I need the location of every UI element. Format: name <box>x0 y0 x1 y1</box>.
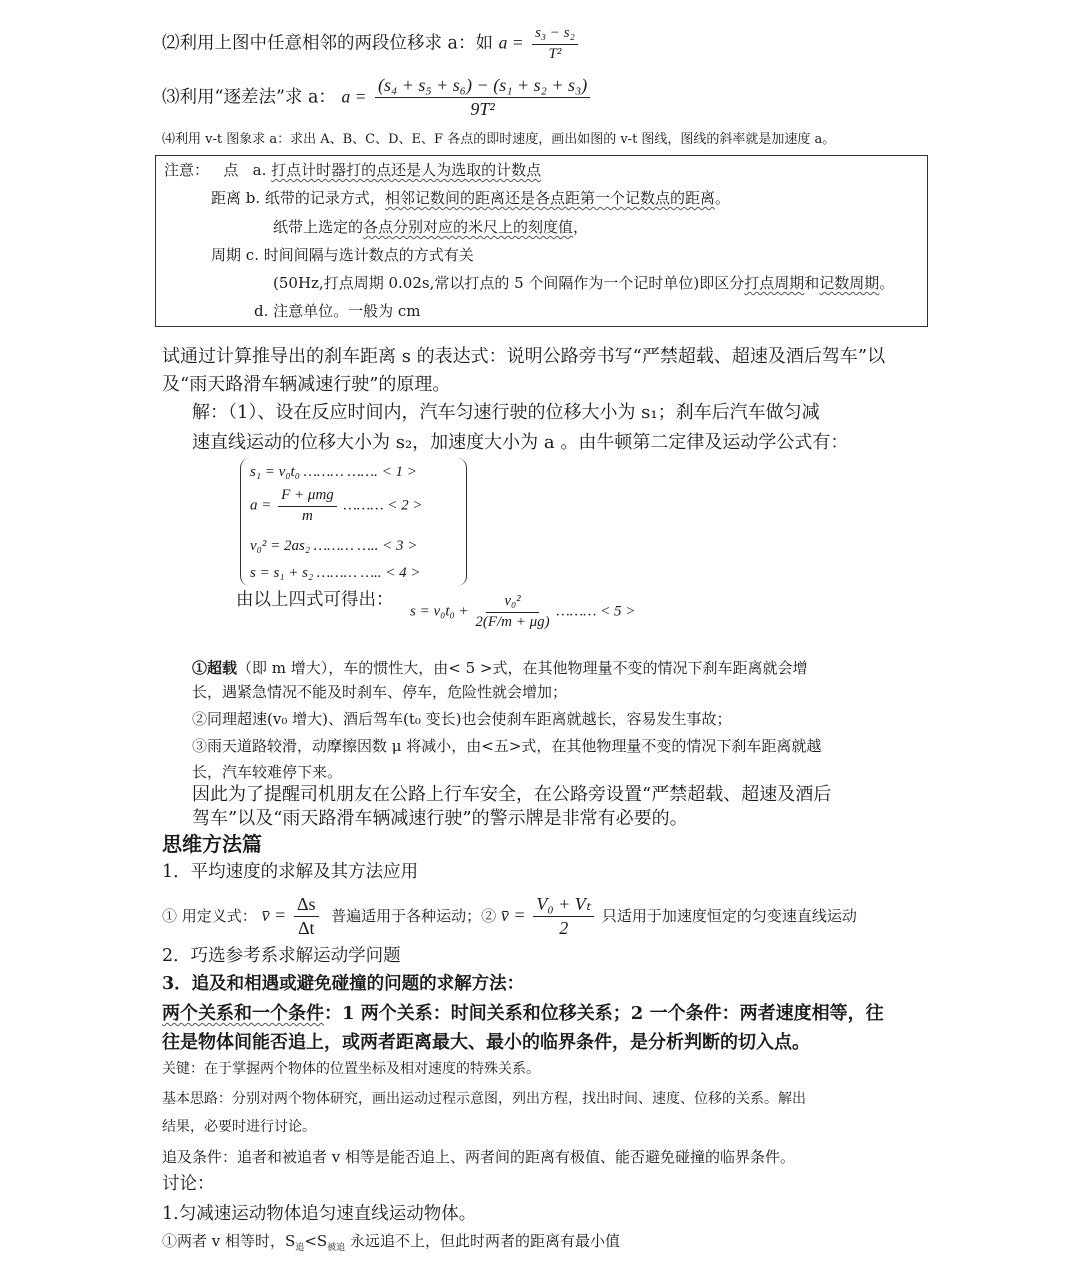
denominator: 2 <box>559 918 569 939</box>
formula-lhs: a = <box>341 86 367 107</box>
note-a-label: a. <box>252 161 272 179</box>
problem-line-1: 试通过计算推导出的刹车距离 s 的表达式：说明公路旁书写“严禁超载、超速及酒后驾车”以 <box>162 346 886 367</box>
point-2: ②同理超速(v₀ 增大)、酒后驾车(t₀ 变长)也会使刹车距离就越长，容易发生事故； <box>192 710 732 728</box>
average-velocity-formulas <box>162 893 857 941</box>
numerator: V₀ + Vₜ <box>533 893 594 917</box>
method-4: ⑷利用 v-t 图象求 a：求出 A、B、C、D、E、F 各点的即时速度，画出如图的 v-t 图线，图线的斜率就是加速度 a。 <box>162 132 836 147</box>
conclusion-1: 因此为了提醒司机朋友在公路上行车安全，在公路旁设置“严禁超载、超速及酒后 <box>192 784 832 805</box>
numerator: v₀² <box>486 592 538 613</box>
eq2-lhs: a = <box>250 497 272 514</box>
note-c2-and: 和 <box>804 274 820 292</box>
note-box <box>155 155 928 327</box>
denominator: 2(F/m + μg) <box>475 613 550 630</box>
equation-3: v₀² = 2as₂ ……… ….. < 3 > <box>250 538 418 554</box>
note-c: c. 时间间隔与选计数点的方式有关 <box>245 246 474 264</box>
note-title: 注意： <box>164 161 210 179</box>
note-b2-end: ， <box>573 218 589 236</box>
f1-lhs: v̄ = <box>261 904 287 925</box>
relations-line-2: 往是物体间能否追上，或两者距离最大、最小的临界条件，是分析判断的切入点。 <box>162 1032 810 1053</box>
conclusion-2: 驾车”以及“雨天路滑车辆减速行驶”的警示牌是非常有必要的。 <box>192 808 688 829</box>
discussion-1a <box>162 1232 620 1254</box>
numerator: s₃ − s₂ <box>532 24 578 45</box>
note-c2-end: 。 <box>879 274 895 292</box>
relations-line-1 <box>162 1003 884 1025</box>
point-1-bold: ①超载 <box>192 659 238 677</box>
relations-underlined: 两个关系和一个条件 <box>162 1003 324 1024</box>
note-key-distance: 距离 <box>211 189 242 207</box>
note-key-period: 周期 <box>211 246 242 264</box>
equation-1: s₁ = v₀t₀ ……… ……. < 1 > <box>250 464 417 480</box>
note-c2: (50Hz,打点周期 0.02s,常以打点的 5 个间隔作为一个记时单位)即区分 <box>273 274 745 292</box>
problem-line-2: 及“雨天路滑车辆减速行驶”的原理。 <box>162 374 451 395</box>
f2-fraction <box>533 893 594 941</box>
note-b2-pre: 纸带上选定的 <box>273 218 364 236</box>
numerator: Δs <box>294 893 319 917</box>
denominator: T² <box>548 45 562 62</box>
formula-fraction <box>375 74 590 122</box>
point-1a <box>192 659 808 677</box>
f1-pre: ① 用定义式： <box>162 906 257 925</box>
f1-fraction <box>294 893 319 941</box>
key-point: 关键：在于掌握两个物体的位置坐标及相对速度的特殊关系。 <box>162 1061 540 1077</box>
solution-line-2: 速直线运动的位移大小为 s₂，加速度大小为 a 。由牛顿第二定律及运动学公式有： <box>192 432 849 453</box>
eq5-fraction <box>475 592 549 632</box>
eq5-lhs: s = v₀t₀ + <box>410 603 469 620</box>
note-c2-u1: 打点周期 <box>744 274 805 292</box>
basic-idea-2: 结果，必要时进行讨论。 <box>162 1119 316 1135</box>
method-3-label: ⑶利用“逐差法”求 a： <box>162 87 336 108</box>
basic-idea-1: 基本思路：分别对两个物体研究，画出运动过程示意图，列出方程，找出时间、速度、位移的关系。解出 <box>162 1091 806 1107</box>
note-c2-u2: 记数周期 <box>819 274 880 292</box>
eq2-fraction <box>278 486 337 526</box>
discussion-1: 1.匀减速运动物体追匀速直线运动物体。 <box>162 1204 477 1224</box>
method-item-3: 3．追及和相遇或避免碰撞的问题的求解方法： <box>162 974 525 994</box>
formula-lhs: a = <box>498 32 524 53</box>
note-key-point: 点 <box>223 161 239 179</box>
d1a-mid: <S <box>304 1232 328 1250</box>
equation-4: s = s₁ + s₂ ……… ….. < 4 > <box>250 565 421 581</box>
numerator: (s₄ + s₅ + s₆) − (s₁ + s₂ + s₃) <box>375 74 590 98</box>
discussion-label: 讨论： <box>162 1174 215 1194</box>
equation-5 <box>410 592 635 632</box>
method-3 <box>162 74 593 122</box>
chase-condition: 追及条件：追者和被追者 v 相等是能否追上、两者间的距离有极值、能否避免碰撞的临界条件。 <box>162 1148 796 1166</box>
method-item-1: 1．平均速度的求解及其方法应用 <box>162 862 419 882</box>
method-item-2: 2．巧选参考系求解运动学问题 <box>162 946 401 966</box>
f2-lhs: v̄ = <box>500 904 526 925</box>
point-1b: 长，遇紧急情况不能及时刹车、停车，危险性就会增加； <box>192 683 568 701</box>
eq5-tail: ……… < 5 > <box>556 603 636 620</box>
note-a-text: 打点计时器打的点还是人为选取的计数点 <box>271 161 542 179</box>
equation-2 <box>250 486 423 526</box>
method-2-label: ⑵利用上图中任意相邻的两段位移求 a：如 <box>162 33 493 54</box>
section-heading: 思维方法篇 <box>162 832 262 856</box>
point-1-text: （即 m 增大），车的惯性大，由< 5 >式，在其他物理量不变的情况下刹车距离就会增 <box>237 659 808 677</box>
f2-post: 只适用于加速度恒定的匀变速直线运动 <box>601 906 857 925</box>
point-3b: 长，汽车较难停下来。 <box>192 763 343 781</box>
eq2-tail: ……… < 2 > <box>343 497 423 514</box>
formula-fraction <box>532 24 578 64</box>
f1-post: 普遍适用于各种运动；② <box>331 906 497 925</box>
note-b: b. 纸带的记录方式， <box>245 189 385 207</box>
d1a-pre: ①两者 v 相等时，S <box>162 1232 296 1250</box>
sub-chaser: 追 <box>295 1243 305 1253</box>
d1a-post: 永远追不上，但此时两者的距离有最小值 <box>345 1232 620 1250</box>
note-b2-text: 各点分别对应的米尺上的刻度值 <box>363 218 574 236</box>
note-d: d. 注意单位。一般为 cm <box>254 302 421 320</box>
relations-text: ：1 两个关系：时间关系和位移关系；2 一个条件：两者速度相等，往 <box>324 1003 884 1024</box>
sub-chased: 被追 <box>327 1243 346 1253</box>
denominator: Δt <box>297 918 315 939</box>
note-b-end: 。 <box>714 189 730 207</box>
numerator: F + μmg <box>278 486 337 507</box>
derive-label: 由以上四式可得出： <box>236 590 394 610</box>
denominator: 9T² <box>470 99 495 120</box>
point-3a: ③雨天道路较滑，动摩擦因数 μ 将减小，由<五>式，在其他物理量不变的情况下刹车距离就越 <box>192 737 822 755</box>
denominator: m <box>302 507 313 524</box>
note-b-text: 相邻记数间的距离还是各点距第一个记数点的距离 <box>384 189 715 207</box>
solution-line-1: 解：（1）、设在反应时间内，汽车匀速行驶的位移大小为 s₁；刹车后汽车做匀减 <box>192 402 820 423</box>
method-2 <box>162 24 581 64</box>
